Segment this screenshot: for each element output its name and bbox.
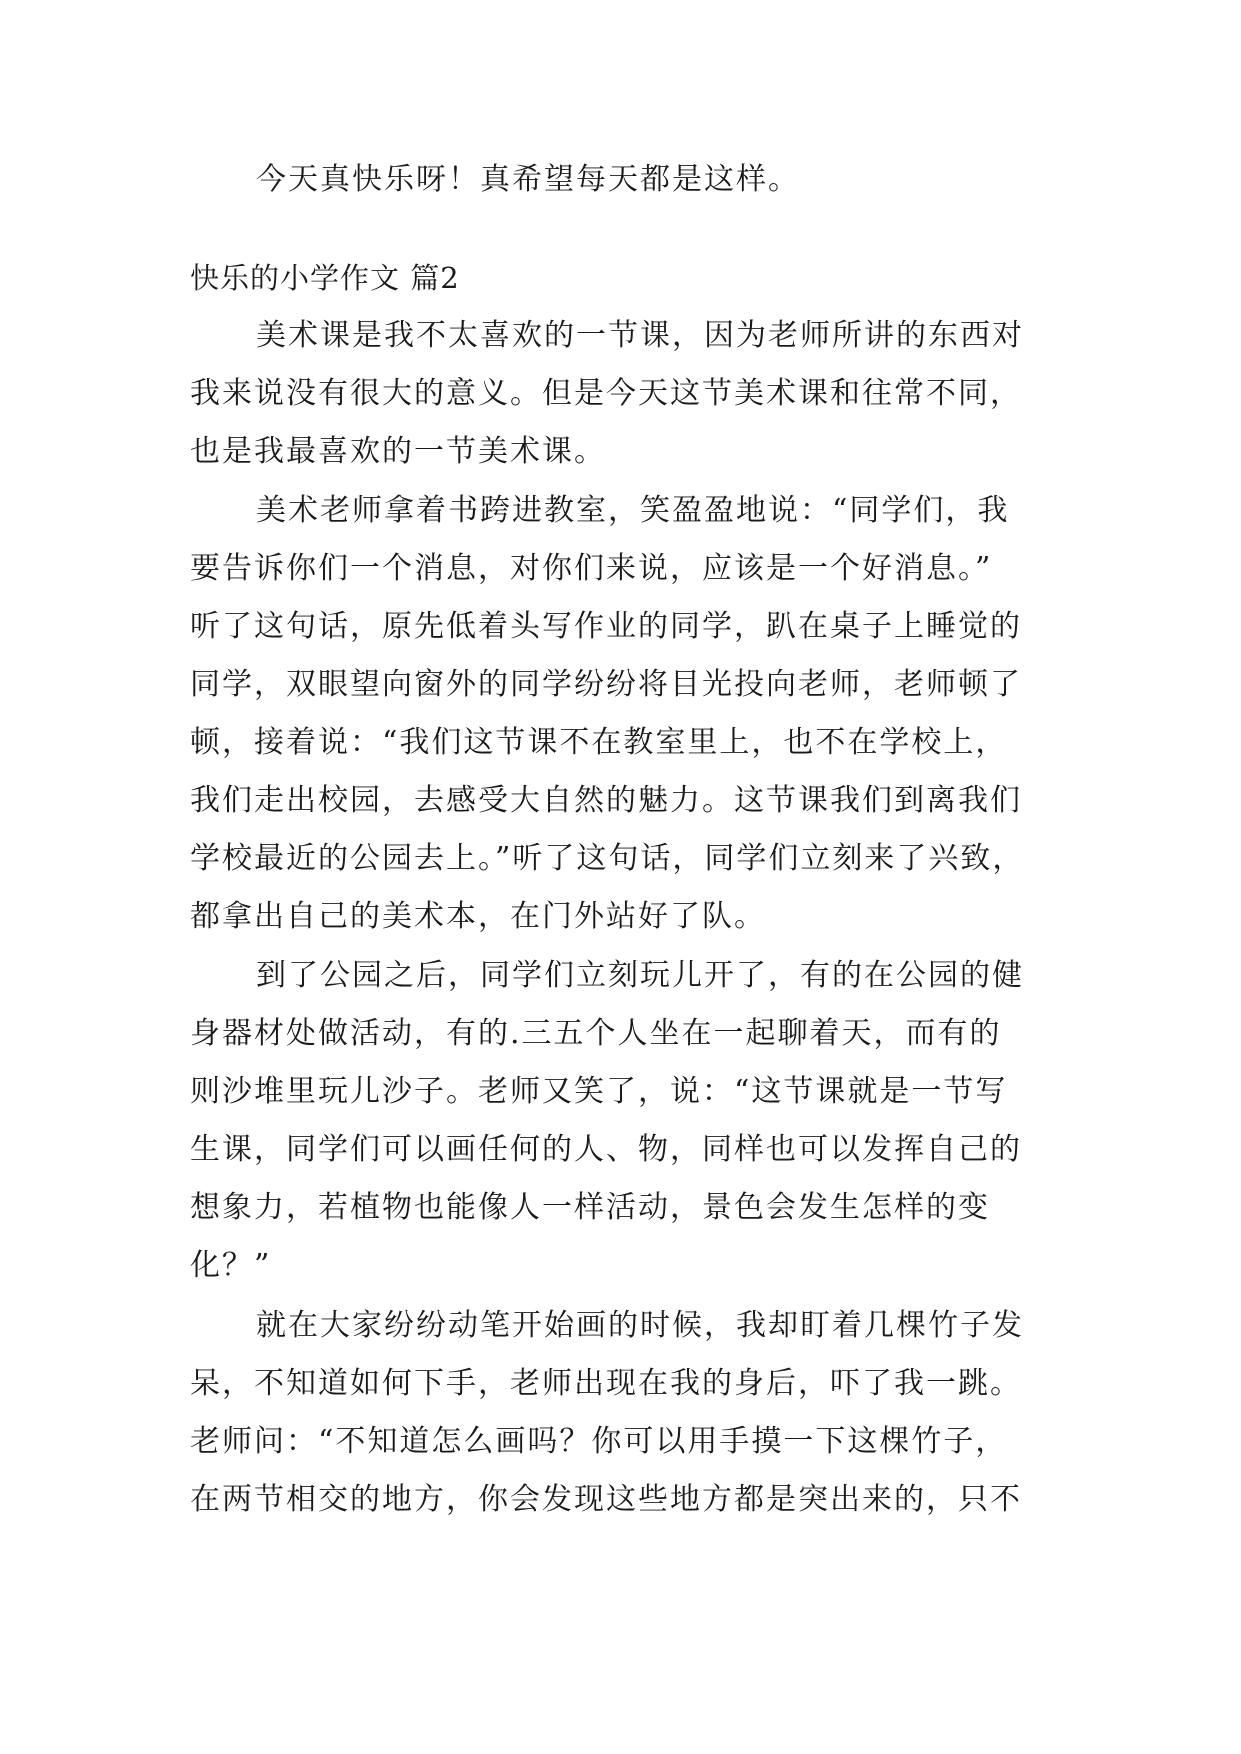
- paragraph-3-line-6: 化？”: [190, 1248, 272, 1283]
- paragraph-2-line-5: 顿，接着说：“我们这节课不在教室里上，也不在学校上，: [190, 725, 1008, 760]
- section-title: 快乐的小学作文 篇2: [190, 261, 460, 295]
- paragraph-1-line-1: 美术课是我不太喜欢的一节课，因为老师所讲的东西对: [256, 318, 1024, 353]
- paragraph-1-line-3: 也是我最喜欢的一节美术课。: [190, 434, 606, 469]
- paragraph-1-line-2: 我来说没有很大的意义。但是今天这节美术课和往常不同，: [190, 376, 1022, 411]
- paragraph-2-line-1: 美术老师拿着书跨进教室，笑盈盈地说：“同学们，我: [256, 493, 1010, 528]
- intro-closing-line: 今天真快乐呀！真希望每天都是这样。: [256, 162, 800, 197]
- paragraph-3-line-2: 身器材处做活动，有的.三五个人坐在一起聊着天，而有的: [190, 1016, 1002, 1051]
- paragraph-2-line-7: 学校最近的公园去上。”听了这句话，同学们立刻来了兴致，: [190, 841, 1025, 876]
- paragraph-3-line-1: 到了公园之后，同学们立刻玩儿开了，有的在公园的健: [256, 958, 1024, 993]
- paragraph-3-line-5: 想象力，若植物也能像人一样活动，景色会发生怎样的变: [190, 1190, 990, 1225]
- paragraph-4-line-3: 老师问：“不知道怎么画吗？你可以用手摸一下这棵竹子，: [190, 1424, 1008, 1459]
- paragraph-4-line-1: 就在大家纷纷动笔开始画的时候，我却盯着几棵竹子发: [256, 1308, 1024, 1343]
- paragraph-4-line-4: 在两节相交的地方，你会发现这些地方都是突出来的，只不: [190, 1482, 1022, 1517]
- paragraph-4-line-2: 呆，不知道如何下手，老师出现在我的身后，吓了我一跳。: [190, 1366, 1022, 1401]
- paragraph-2-line-8: 都拿出自己的美术本，在门外站好了队。: [190, 899, 766, 934]
- paragraph-3-line-3: 则沙堆里玩儿沙子。老师又笑了，说：“这节课就是一节写: [190, 1074, 1008, 1109]
- paragraph-3-line-4: 生课，同学们可以画任何的人、物，同样也可以发挥自己的: [190, 1132, 1022, 1167]
- paragraph-2-line-6: 我们走出校园，去感受大自然的魅力。这节课我们到离我们: [190, 783, 1022, 818]
- paragraph-2-line-3: 听了这句话，原先低着头写作业的同学，趴在桌子上睡觉的: [190, 609, 1022, 644]
- paragraph-2-line-4: 同学，双眼望向窗外的同学纷纷将目光投向老师，老师顿了: [190, 667, 1022, 702]
- paragraph-2-line-2: 要告诉你们一个消息，对你们来说，应该是一个好消息。”: [190, 551, 993, 586]
